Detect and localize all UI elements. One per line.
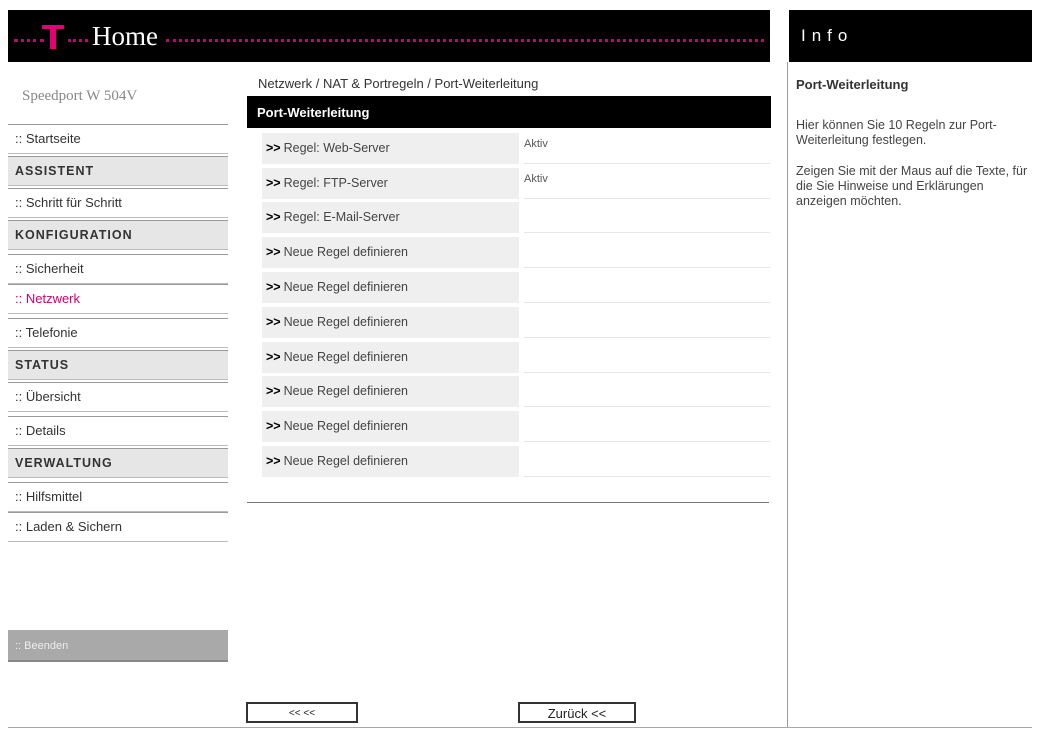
rule-row bbox=[262, 168, 770, 199]
rule-row bbox=[262, 446, 770, 477]
header-dots bbox=[14, 39, 44, 42]
rule-status bbox=[524, 307, 770, 338]
rule-row bbox=[262, 376, 770, 407]
rule-name: Neue Regel definieren bbox=[283, 384, 408, 398]
content-divider bbox=[247, 502, 769, 503]
rule-status bbox=[524, 237, 770, 268]
arrow-label: >> bbox=[266, 280, 281, 294]
arrow-label: >> bbox=[266, 176, 281, 190]
telekom-t-logo-icon bbox=[42, 23, 64, 53]
back-button[interactable]: << << bbox=[246, 702, 358, 723]
rule-link[interactable] bbox=[262, 376, 519, 407]
breadcrumb: Netzwerk / NAT & Portregeln / Port-Weiterleitung bbox=[258, 76, 539, 91]
header-dots bbox=[68, 39, 88, 42]
sidebar-section-konfiguration: KONFIGURATION bbox=[8, 220, 228, 250]
rule-status bbox=[524, 446, 770, 477]
sidebar-section-assistent: ASSISTENT bbox=[8, 156, 228, 186]
rule-link[interactable] bbox=[262, 272, 519, 303]
rule-name: Neue Regel definieren bbox=[283, 419, 408, 433]
bottom-divider bbox=[8, 727, 1032, 728]
header-dots bbox=[166, 39, 764, 42]
sidebar-item-telefonie[interactable]: :: Telefonie bbox=[8, 318, 228, 348]
page-title: Home bbox=[92, 21, 158, 51]
rule-row bbox=[262, 133, 770, 164]
arrow-label: >> bbox=[266, 141, 281, 155]
rule-link[interactable] bbox=[262, 237, 519, 268]
rule-status bbox=[524, 411, 770, 442]
rule-name: Neue Regel definieren bbox=[283, 350, 408, 364]
rule-link[interactable] bbox=[262, 342, 519, 373]
sidebar-item-details[interactable]: :: Details bbox=[8, 416, 228, 446]
rule-status bbox=[524, 342, 770, 373]
info-header-bar bbox=[789, 10, 1032, 62]
rule-status: Aktiv bbox=[524, 168, 770, 199]
sidebar-section-verwaltung: VERWALTUNG bbox=[8, 448, 228, 478]
header-bar bbox=[8, 10, 770, 62]
rule-row bbox=[262, 202, 770, 233]
sidebar-item-laden-sichern[interactable]: :: Laden & Sichern bbox=[8, 512, 228, 542]
rule-link[interactable] bbox=[262, 411, 519, 442]
rule-status bbox=[524, 272, 770, 303]
rule-name: Regel: E-Mail-Server bbox=[283, 210, 400, 224]
product-name: Speedport W 504V bbox=[22, 88, 138, 104]
rule-name: Regel: Web-Server bbox=[283, 141, 390, 155]
arrow-label: >> bbox=[266, 454, 281, 468]
section-header bbox=[247, 96, 771, 128]
rule-name: Neue Regel definieren bbox=[283, 315, 408, 329]
panel-divider bbox=[787, 62, 788, 728]
rule-row bbox=[262, 342, 770, 373]
sidebar-item-schritt-fuer-schritt[interactable]: :: Schritt für Schritt bbox=[8, 188, 228, 218]
rule-row bbox=[262, 307, 770, 338]
sidebar-item-startseite[interactable]: :: Startseite bbox=[8, 124, 228, 154]
arrow-label: >> bbox=[266, 384, 281, 398]
sidebar-section-status: STATUS bbox=[8, 350, 228, 380]
rule-row bbox=[262, 411, 770, 442]
info-text: Hier können Sie 10 Regeln zur Port-Weiterleitung festlegen. bbox=[796, 118, 997, 147]
sidebar-item-hilfsmittel[interactable]: :: Hilfsmittel bbox=[8, 482, 228, 512]
rule-link[interactable] bbox=[262, 202, 519, 233]
rule-name: Neue Regel definieren bbox=[283, 280, 408, 294]
zurueck-button[interactable]: Zurück << bbox=[518, 702, 636, 723]
arrow-label: >> bbox=[266, 419, 281, 433]
rule-link[interactable] bbox=[262, 133, 519, 164]
section-title: Port-Weiterleitung bbox=[257, 105, 370, 120]
info-text: Zeigen Sie mit der Maus auf die Texte, für die Sie Hinweise und Erklärungen anzeigen möchten. bbox=[796, 164, 1028, 208]
info-heading: Port-Weiterleitung bbox=[796, 77, 909, 92]
rule-name: Regel: FTP-Server bbox=[283, 176, 388, 190]
arrow-label: >> bbox=[266, 210, 281, 224]
rule-link[interactable] bbox=[262, 307, 519, 338]
rule-link[interactable] bbox=[262, 168, 519, 199]
rule-row bbox=[262, 237, 770, 268]
arrow-label: >> bbox=[266, 315, 281, 329]
arrow-label: >> bbox=[266, 245, 281, 259]
logout-button[interactable]: :: Beenden bbox=[8, 630, 228, 662]
arrow-label: >> bbox=[266, 350, 281, 364]
rule-status bbox=[524, 202, 770, 233]
rule-status: Aktiv bbox=[524, 133, 770, 164]
sidebar-item-uebersicht[interactable]: :: Übersicht bbox=[8, 382, 228, 412]
info-title: Info bbox=[801, 26, 854, 45]
rule-row bbox=[262, 272, 770, 303]
rule-name: Neue Regel definieren bbox=[283, 454, 408, 468]
sidebar-item-sicherheit[interactable]: :: Sicherheit bbox=[8, 254, 228, 284]
rule-link[interactable] bbox=[262, 446, 519, 477]
sidebar-item-netzwerk[interactable]: :: Netzwerk bbox=[8, 284, 228, 314]
rule-status bbox=[524, 376, 770, 407]
rule-name: Neue Regel definieren bbox=[283, 245, 408, 259]
